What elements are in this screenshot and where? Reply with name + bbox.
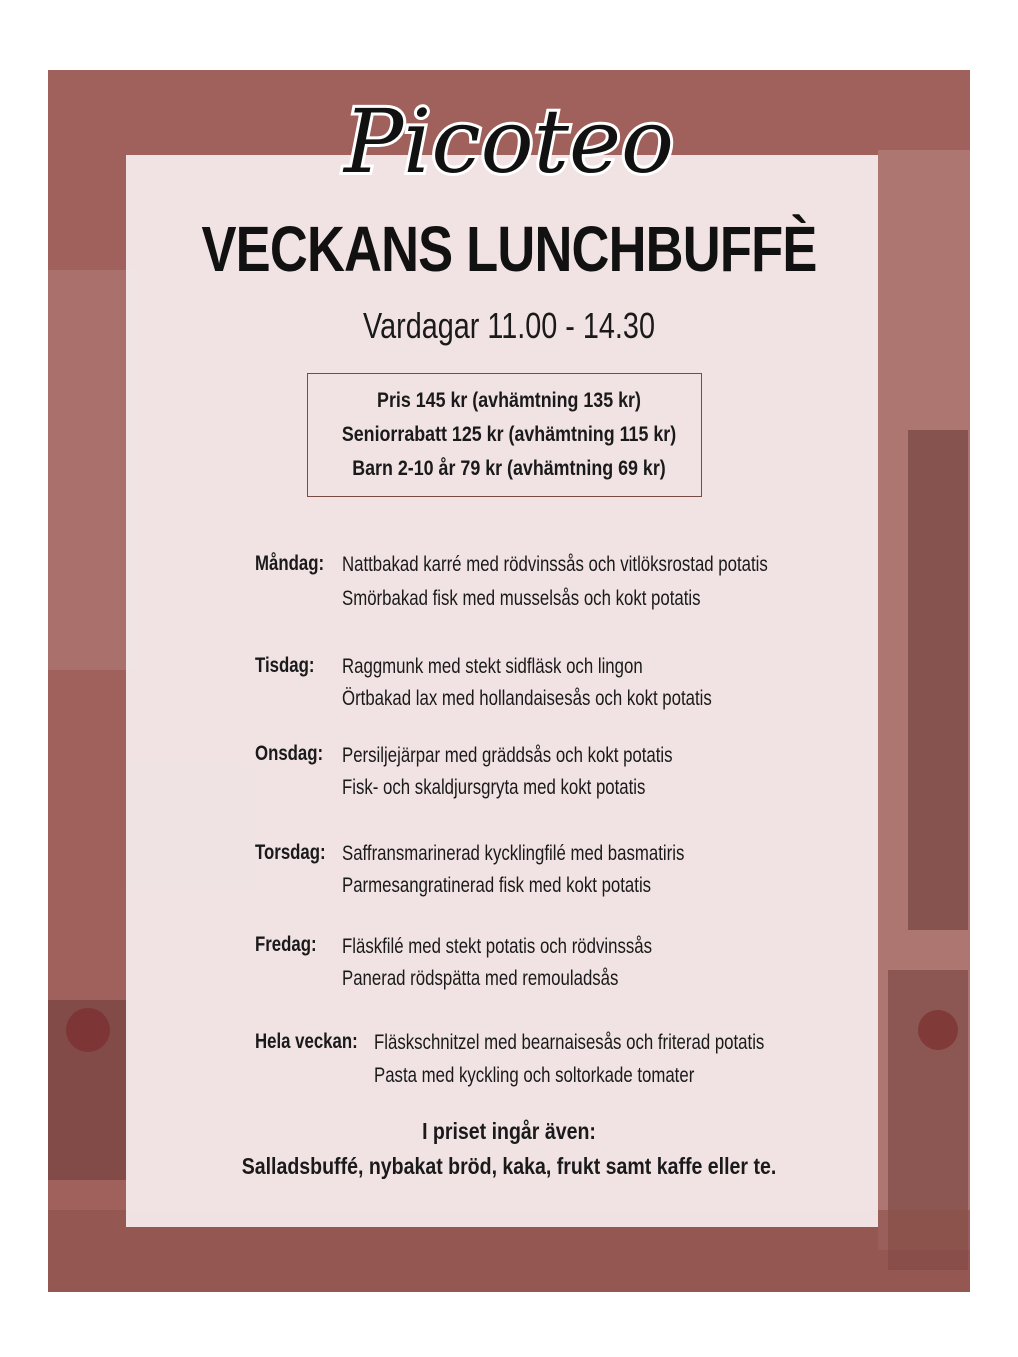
day-label-tuesday: Tisdag: <box>255 654 315 677</box>
page-title: VECKANS LUNCHBUFFÈ <box>201 213 817 285</box>
dish-whole-week-2: Pasta med kyckling och soltorkade tomater <box>374 1064 695 1087</box>
dish-tuesday-1: Raggmunk med stekt sidfläsk och lingon <box>342 655 643 678</box>
day-label-friday: Fredag: <box>255 933 317 956</box>
dish-wednesday-2: Fisk- och skaldjursgryta med kokt potatis <box>342 776 646 799</box>
dish-tuesday-2: Örtbakad lax med hollandaisesås och kokt potatis <box>342 687 712 710</box>
price-line-children: Barn 2-10 år 79 kr (avhämtning 69 kr) <box>352 457 666 480</box>
dish-wednesday-1: Persiljejärpar med gräddsås och kokt potatis <box>342 744 673 767</box>
logo-text: Picoteo <box>343 90 675 193</box>
day-label-monday: Måndag: <box>255 552 325 575</box>
day-label-wednesday: Onsdag: <box>255 742 324 765</box>
price-line-senior: Seniorrabatt 125 kr (avhämtning 115 kr) <box>341 423 677 446</box>
day-label-thursday: Torsdag: <box>255 841 326 864</box>
dish-friday-2: Panerad rödspätta med remouladsås <box>342 967 619 990</box>
dish-thursday-1: Saffransmarinerad kycklingfilé med basmatiris <box>342 842 685 865</box>
picoteo-logo <box>0 76 1018 196</box>
price-line-regular: Pris 145 kr (avhämtning 135 kr) <box>377 389 641 412</box>
dish-thursday-2: Parmesangratinerad fisk med kokt potatis <box>342 874 652 897</box>
included-text: Salladsbuffé, nybakat bröd, kaka, frukt samt kaffe eller te. <box>241 1153 777 1179</box>
included-title: I priset ingår även: <box>422 1118 596 1144</box>
dish-friday-1: Fläskfilé med stekt potatis och rödvinssås <box>342 935 652 958</box>
dish-whole-week-1: Fläskschnitzel med bearnaisesås och friterad potatis <box>374 1031 765 1054</box>
dish-monday-1: Nattbakad karré med rödvinssås och vitlöksrostad potatis <box>342 553 768 576</box>
opening-hours: Vardagar 11.00 - 14.30 <box>363 305 655 346</box>
day-label-whole-week: Hela veckan: <box>255 1030 358 1053</box>
dish-monday-2: Smörbakad fisk med musselsås och kokt potatis <box>342 587 701 610</box>
